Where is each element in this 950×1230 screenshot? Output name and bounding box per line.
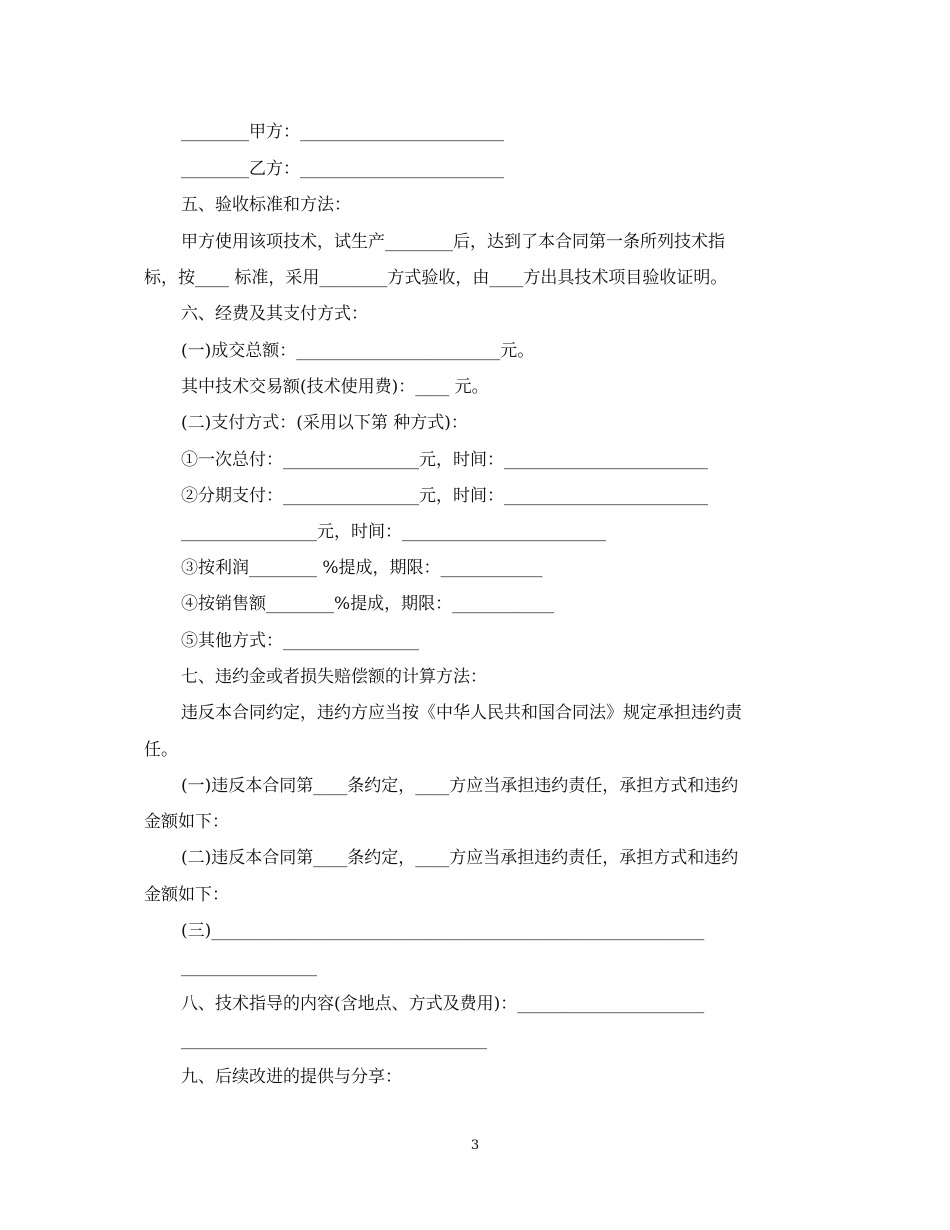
- paragraph-line: 违反本合同约定，违约方应当按《中华人民共和国合同法》规定承担违约责: [181, 703, 742, 723]
- page-number: 3: [470, 1138, 480, 1153]
- paragraph-line: 金额如下：: [144, 812, 229, 832]
- paragraph-line: 金额如下：: [144, 885, 229, 905]
- paragraph-line: (三)__________________________________________________________: [181, 921, 705, 941]
- section-heading-improvement: 九、后续改进的提供与分享：: [181, 1067, 402, 1087]
- paragraph-line: 甲方使用该项技术，试生产________后，达到了本合同第一条所列技术指: [181, 232, 725, 252]
- paragraph-line: ____________________________________: [181, 1030, 487, 1050]
- paragraph-line: ③按利润________ %提成，期限：____________: [181, 558, 543, 578]
- party-a-line: ________甲方：________________________: [181, 122, 504, 142]
- party-b-line: ________乙方：________________________: [181, 159, 504, 179]
- paragraph-line: (一)成交总额：________________________元。: [181, 341, 535, 361]
- paragraph-line: ________________元，时间：________________________: [181, 522, 606, 542]
- section-heading-penalty: 七、违约金或者损失赔偿额的计算方法：: [181, 667, 487, 687]
- paragraph-line: 任。: [144, 740, 178, 760]
- paragraph-line: ②分期支付：________________元，时间：________________________: [181, 486, 708, 506]
- paragraph-line: ④按销售额________%提成，期限：____________: [181, 594, 555, 614]
- paragraph-line: ①一次总付：________________元，时间：________________________: [181, 450, 708, 470]
- section-heading-guidance: 八、技术指导的内容(含地点、方式及费用)：______________________: [181, 994, 705, 1014]
- paragraph-line: (二)支付方式：(采用以下第 种方式)：: [181, 413, 468, 433]
- paragraph-line: ⑤其他方式：________________: [181, 631, 419, 651]
- paragraph-line: (二)违反本合同第____条约定，____方应当承担违约责任，承担方式和违约: [181, 848, 739, 868]
- paragraph-line: (一)违反本合同第____条约定，____方应当承担违约责任，承担方式和违约: [181, 776, 739, 796]
- paragraph-line: 其中技术交易额(技术使用费)：____ 元。: [181, 377, 489, 397]
- section-heading-acceptance: 五、验收标准和方法：: [181, 195, 351, 215]
- paragraph-line: ________________: [181, 957, 317, 977]
- section-heading-payment: 六、经费及其支付方式：: [181, 304, 368, 324]
- paragraph-line: 标，按____ 标准，采用________方式验收，由____方出具技术项目验收证明。: [144, 268, 728, 288]
